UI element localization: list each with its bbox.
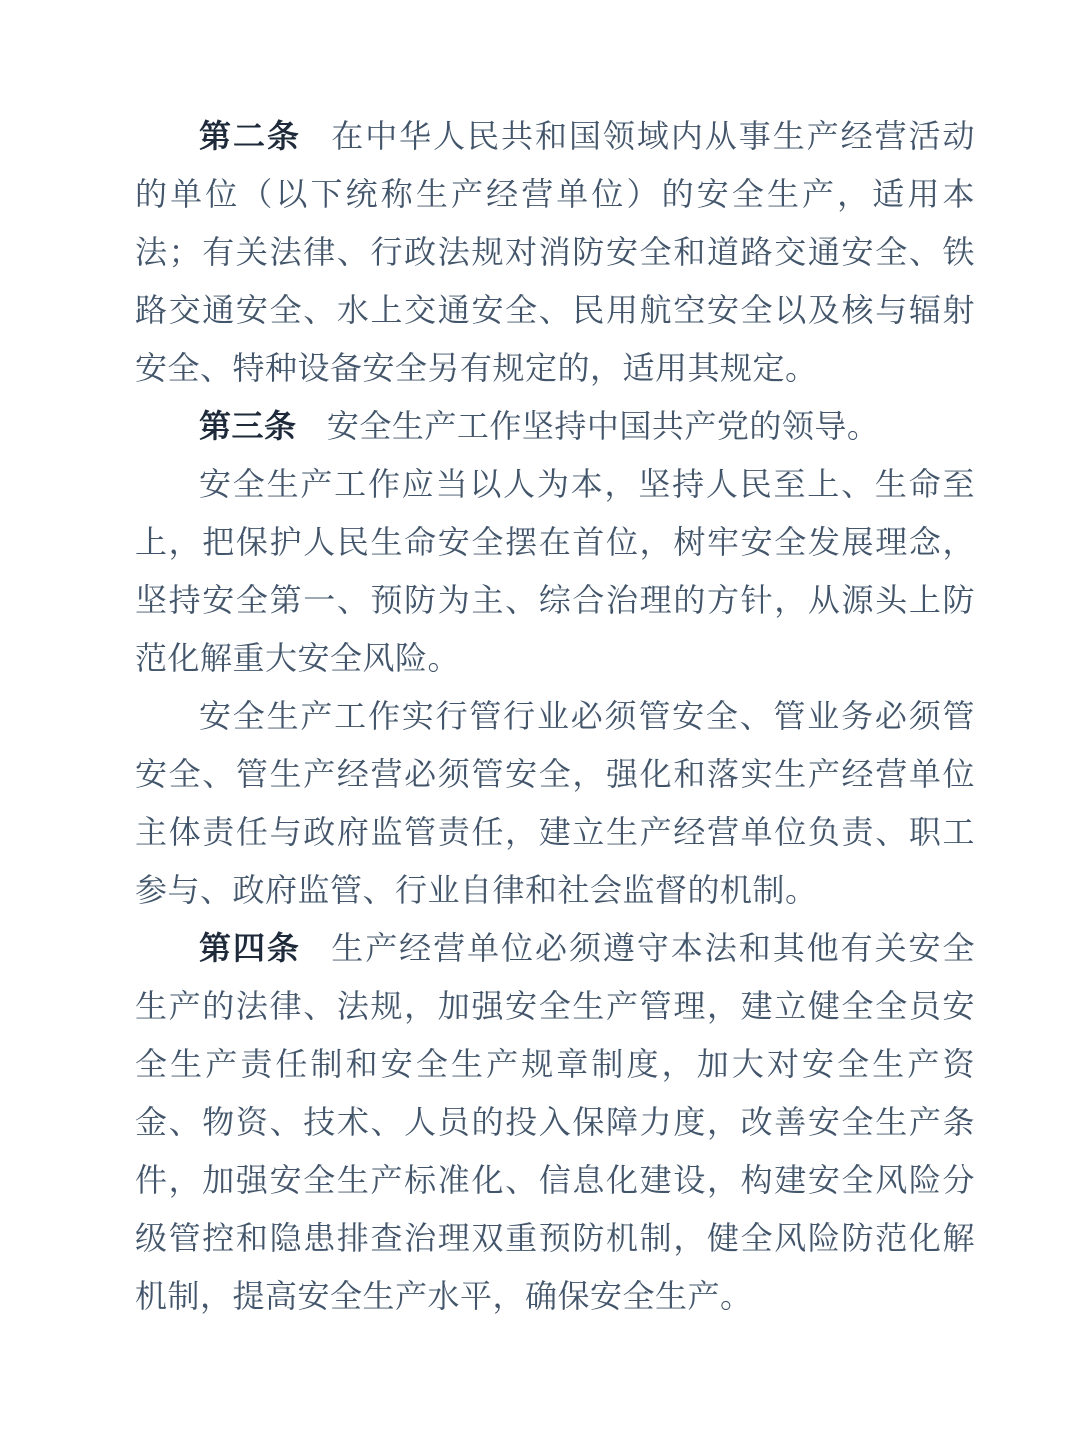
article-4-text: 生产经营单位必须遵守本法和其他有关安全生产的法律、法规，加强安全生产管理，建立健全全员安全生产责任制和安全生产规章制度，加大对安全生产资金、物资、技术、人员的投入保障力度，改善安全生产条件，加强安全生产标准化、信息化建设，构建安全风险分级管控和隐患排查治理双重预防机制，健全风险防范化解机制，提高安全生产水平，确保安全生产。 <box>135 930 975 1314</box>
article-2-number: 第二条 <box>199 118 301 154</box>
article-3-number: 第三条 <box>199 408 297 444</box>
article-2-text: 在中华人民共和国领域内从事生产经营活动的单位（以下统称生产经营单位）的安全生产，适用本法；有关法律、行政法规对消防安全和道路交通安全、铁路交通安全、水上交通安全、民用航空安全以及核与辐射安全、特种设备安全另有规定的，适用其规定。 <box>135 118 975 386</box>
document-body <box>135 107 975 1325</box>
article-3-clause-2-paragraph <box>135 455 975 687</box>
article-4-number: 第四条 <box>199 930 301 966</box>
article-3-clause-3-text: 安全生产工作实行管行业必须管安全、管业务必须管安全、管生产经营必须管安全，强化和落实生产经营单位主体责任与政府监管责任，建立生产经营单位负责、职工参与、政府监管、行业自律和社会监督的机制。 <box>135 698 975 908</box>
article-2-paragraph <box>135 107 975 397</box>
article-3-paragraph <box>135 397 975 455</box>
article-3-clause-2-text: 安全生产工作应当以人为本，坚持人民至上、生命至上，把保护人民生命安全摆在首位，树牢安全发展理念，坚持安全第一、预防为主、综合治理的方针，从源头上防范化解重大安全风险。 <box>135 466 975 676</box>
article-3-clause-3-paragraph <box>135 687 975 919</box>
article-3-text: 安全生产工作坚持中国共产党的领导。 <box>326 408 880 444</box>
article-4-paragraph <box>135 919 975 1325</box>
